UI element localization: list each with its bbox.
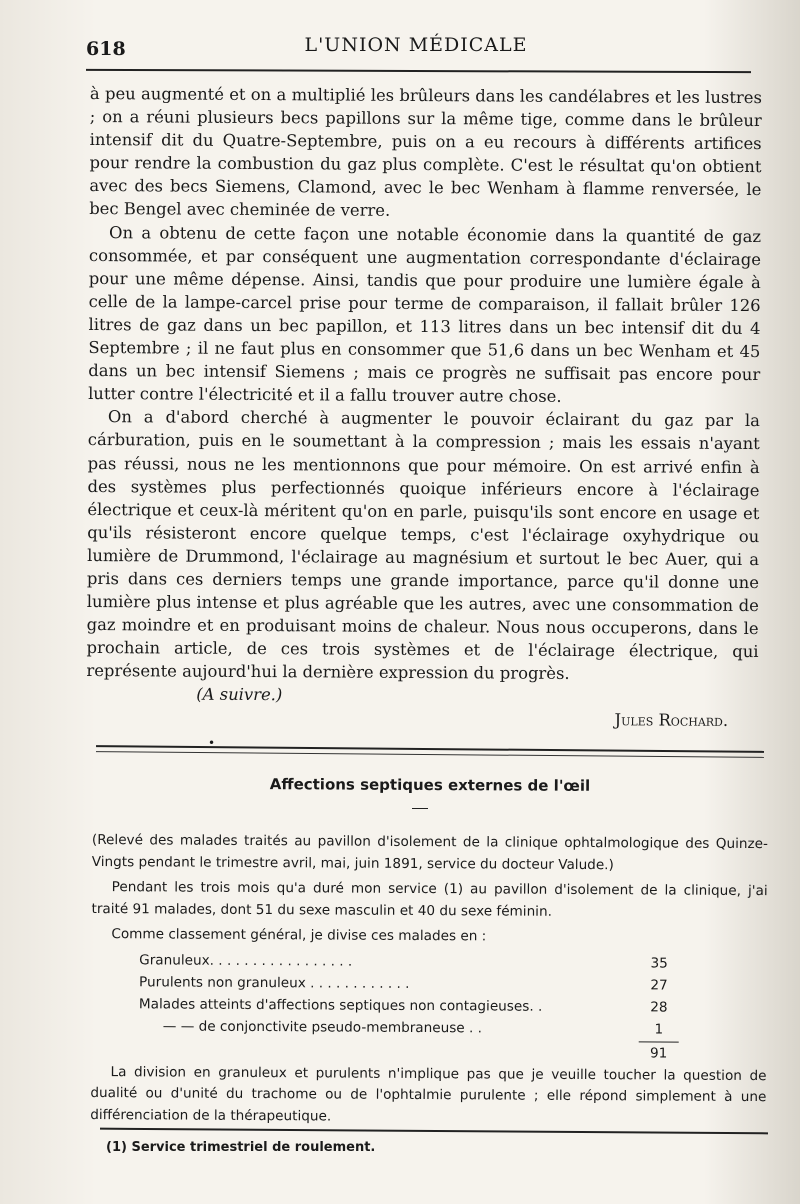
paragraph-2: On a obtenu de cette façon une notable économie dans la quantité de gaz consommée, et par conséquent une augmentation correspondante d'éclairage pour une même dépense. Ainsi, tandis que pour produire une lumière égale à celle de la lampe-carcel prise pour terme de comparaison, il fallait brûler 126 litres de gaz dans un bec papillon, et 113 litres dans un bec intensif dit du 4 Septembre ; il ne faut plus en consommer que 51,6 dans un bec Wenham et 45 dans un bec intensif Siemens ; mais ce progrès ne suffisait pas encore pour lutter contre l'électricité et il a fallu trouver autre chose. (88, 222, 762, 407)
classification-label: Granuleux. . . . . . . . . . . . . . . . . (139, 951, 353, 970)
classification-table (91, 949, 768, 1065)
title-dash (412, 808, 428, 809)
paragraph-3: On a d'abord cherché à augmenter le pouvoir éclairant du gaz par la cárburation, puis en le soumettant à la compression ; mais les essais n'ayant pas réussi, nous ne les mentionnons que pour mémoire. On est arrivé enfin à des systèmes plus perfectionnés quoique inférieurs encore à l'éclairage électrique et ceux-là méritent qu'on en parle, puisqu'ils sont encore en usage et qu'ils résisteront encore quelque temps, c'est l'éclairage oxyhydrique ou lumière de Drummond, l'éclairage au magnésium et surtout le bec Auer, qui a pris dans ces derniers temps une grande importance, parce qu'il donne une lumière plus intense et plus agréable que les autres, avec une consommation de gaz moindre et en produisant moins de chaleur. Nous nous occuperons, dans le prochain article, de ces trois systèmes et de l'éclairage électrique, qui représente aujourd'hui la dernière expression du progrès. (86, 407, 761, 684)
section-paragraph-1: Pendant les trois mois qu'a duré mon service (1) au pavillon d'isolement de la clinique, j'ai traité 91 malades, dont 51 du sexe masculin et 40 du sexe féminin. (91, 879, 768, 920)
signature-line (86, 705, 758, 732)
section-divider (96, 745, 764, 758)
to-be-continued: (A suivre.) (196, 685, 283, 705)
running-title: L'UNION MÉDICALE (304, 34, 528, 56)
classification-label: Malades atteints d'affections septiques non contagieuses. . (138, 995, 543, 1015)
classification-label: Purulents non granuleux . . . . . . . . . . . . (139, 973, 410, 992)
classification-total-row (91, 1039, 767, 1065)
section-intro: (Relevé des malades traités au pavillon d'isolement de la clinique ophtalmologique des Quinze-Vingts pendant le trimestre avril, mai, juin 1891, service du docteur Valude.) (91, 831, 768, 873)
classification-intro: Comme classement général, je divise ces malades en : (111, 926, 487, 945)
section-paragraph-2: La division en granuleux et purulents n'implique pas que je veuille toucher la question de dualité ou d'unité du trachome ou de l'ophtalmie purulente ; elle répond simplement à une différenciation de la thérapeutique. (90, 1063, 767, 1124)
article-text (86, 82, 762, 733)
section-title: Affections septiques externes de l'œil (269, 775, 591, 795)
ornament-dot: • (208, 736, 216, 750)
classification-value: 27 (650, 976, 668, 994)
section-body (90, 830, 768, 1134)
classification-value: 1 (654, 1020, 664, 1037)
classification-value: 35 (650, 954, 668, 972)
page-header (86, 34, 746, 62)
page-number: 618 (86, 38, 126, 60)
classification-label: — — de conjonctivite pseudo-membraneuse . . (162, 1017, 483, 1036)
classification-total: 91 (649, 1044, 668, 1062)
classification-value: 28 (650, 998, 668, 1016)
footnote: (1) Service trimestriel de roulement. (106, 1140, 376, 1155)
author-signature: Jules Rochard. (614, 710, 729, 731)
paragraph-1: à peu augmenté et on a multiplié les brûleurs dans les candélabres et les lustres ; on a réuni plusieurs becs papillons sur la même tige, comme dans le brûleur intensif dit du Quatre-Septembre, puis on a eu recours à différents artifices pour rendre la combustion du gaz plus complète. C'est le résultat qu'on obtient avec des becs Siemens, Clamond, avec le bec Wenham à flamme renversée, le bec Bengel avec cheminée de verre. (89, 83, 762, 221)
header-rule (86, 69, 751, 73)
